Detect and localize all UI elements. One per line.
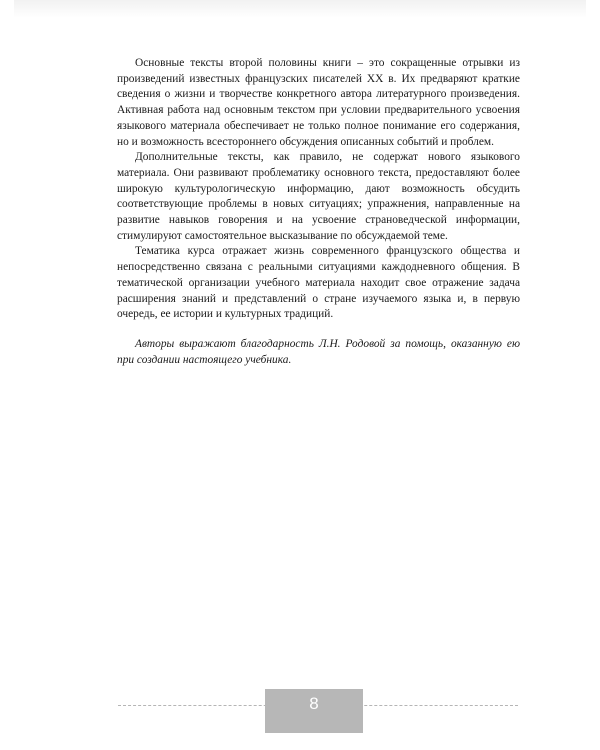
paragraph-main-texts: Основные тексты второй половины книги – это сокращенные отрывки из произведений известных французских писателей XX в. Их предваряют краткие сведения о жизни и творчестве конкретного автора литературного произведения. Активная работа над основным текстом при условии предварительного усвоения языкового материала обеспечивает не только полное понимание его содержания, но и возможность всестороннего обсуждения описанных событий и проблем. <box>117 57 520 148</box>
paragraph-course-topics: Тематика курса отражает жизнь современного французского общества и непосредственно связана с реальными ситуациями каждодневного общения. В тематической организации учебного материала находит свое отражение задача расширения знаний и представлений о стране изучаемого языка и, в первую очередь, ее истории и культурных традиций. <box>117 245 520 321</box>
acknowledgment: Авторы выражают благодарность Л.Н. Родовой за помощь, оказанную ею при создании настоящего учебника. <box>117 337 520 366</box>
paragraph-additional-texts: Дополнительные тексты, как правило, не содержат нового языкового материала. Они развивают проблематику основного текста, предоставляют более широкую культурологическую информацию, дают возможность обсудить соответствующие проблемы в новых ситуациях; упражнения, направленные на развитие навыков говорения и на усвоение страноведческой информации, стимулируют самостоятельное высказывание по обсуждаемой теме. <box>117 151 520 242</box>
page-top-edge <box>14 0 586 18</box>
body-text <box>117 56 520 368</box>
page-number: 8 <box>309 694 319 713</box>
